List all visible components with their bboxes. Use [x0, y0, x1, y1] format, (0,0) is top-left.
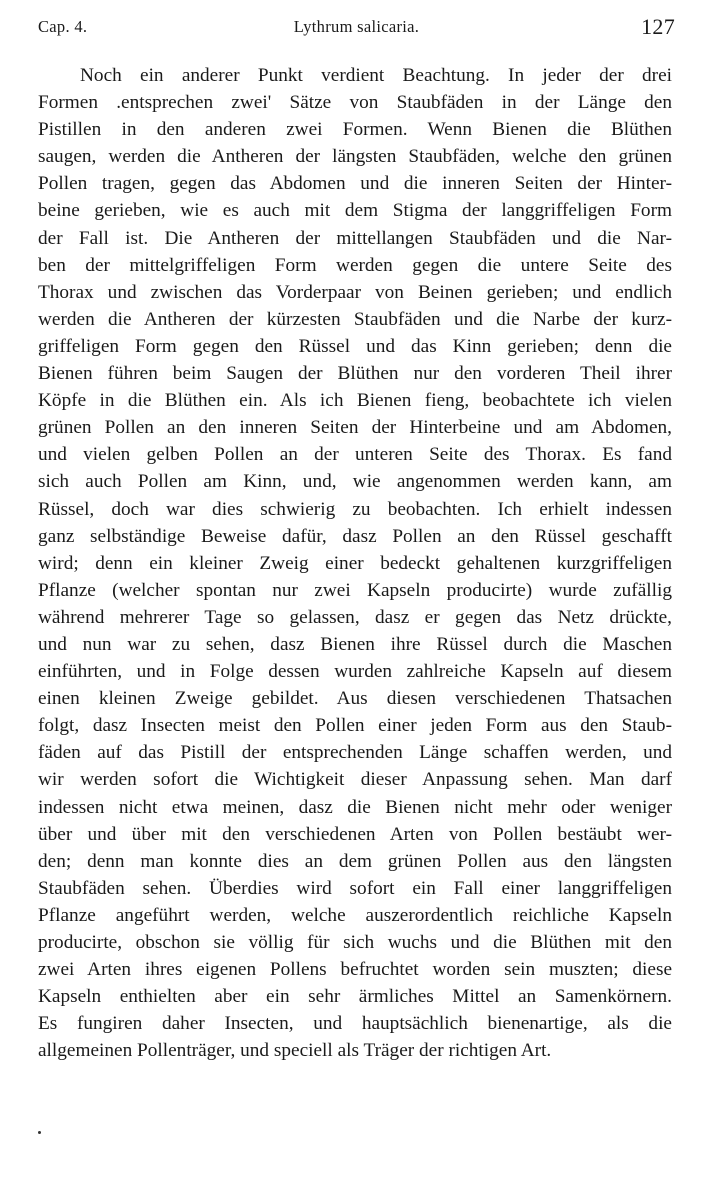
- text-line: Staubfäden sehen. Überdies wird sofort ein Fall einer langgriffeligen: [38, 877, 672, 899]
- text-line: producirte, obschon sie völlig für sich wuchs und die Blüthen mit den: [38, 932, 672, 953]
- text-line: wird; denn ein kleiner Zweig einer bedeckt gehaltenen kurzgriffeligen: [38, 552, 672, 574]
- text-line: Pollen tragen, gegen das Abdomen und die inneren Seiten der Hinter-: [38, 173, 672, 195]
- text-line: den; denn man konnte dies an dem grünen Pollen aus den längsten: [38, 850, 672, 872]
- text-line: Formen .entsprechen zwei' Sätze von Staubfäden in der Länge den: [38, 92, 672, 114]
- text-line: einen kleinen Zweige gebildet. Aus diesen verschiedenen Thatsachen: [38, 688, 672, 710]
- text-line: Thorax und zwischen das Vorderpaar von Beinen gerieben; und endlich: [38, 281, 672, 303]
- page-number: 127: [641, 14, 675, 39]
- text-line: wir werden sofort die Wichtigkeit dieser Anpassung sehen. Man darf: [38, 769, 672, 791]
- text-line: griffeligen Form gegen den Rüssel und das Kinn gerieben; denn die: [38, 335, 672, 357]
- text-line: allgemeinen Pollenträger, und speciell als Träger der richtigen Art.: [38, 1040, 552, 1062]
- text-line: Köpfe in die Blüthen ein. Als ich Bienen fieng, beobachtete ich vielen: [38, 390, 672, 412]
- text-line: sich auch Pollen am Kinn, und, wie angenommen werden kann, am: [38, 471, 672, 493]
- text-line: und vielen gelben Pollen an der unteren Seite des Thorax. Es fand: [38, 444, 672, 466]
- text-line: Pflanze (welcher spontan nur zwei Kapseln producirte) wurde zufällig: [38, 579, 672, 601]
- text-line: grünen Pollen an den inneren Seiten der Hinterbeine und am Abdomen,: [38, 417, 672, 439]
- text-line: ben der mittelgriffeligen Form werden gegen die untere Seite des: [38, 254, 672, 276]
- text-line: saugen, werden die Antheren der längsten Staubfäden, welche den grünen: [38, 146, 672, 168]
- text-line: und nun war zu sehen, dasz Bienen ihre Rüssel durch die Maschen: [38, 633, 672, 655]
- running-header: [38, 14, 675, 44]
- body-paragraph: [38, 62, 672, 1064]
- text-line: beine gerieben, wie es auch mit dem Stigma der langgriffeligen Form: [38, 200, 672, 222]
- text-line: Pflanze angeführt werden, welche auszerordentlich reichliche Kapseln: [38, 904, 672, 926]
- running-title: Lythrum salicaria.: [293, 17, 420, 36]
- text-line: einführten, und in Folge dessen wurden zahlreiche Kapseln auf diesem: [38, 661, 672, 683]
- ink-speck: [38, 1131, 41, 1134]
- text-line: werden die Antheren der kürzesten Staubfäden und die Narbe der kurz-: [38, 308, 672, 330]
- text-line: während mehrerer Tage so gelassen, dasz er gegen das Netz drückte,: [38, 606, 672, 628]
- text-line: fäden auf das Pistill der entsprechenden Länge schaffen werden, und: [38, 742, 672, 764]
- text-line: der Fall ist. Die Antheren der mittellangen Staubfäden und die Nar-: [38, 227, 672, 249]
- text-line: Pistillen in den anderen zwei Formen. Wenn Bienen die Blüthen: [38, 119, 672, 141]
- text-line: Kapseln enthielten aber ein sehr ärmliches Mittel an Samenkörnern.: [38, 986, 672, 1008]
- chapter-label: Cap. 4.: [38, 17, 88, 36]
- text-line: indessen nicht etwa meinen, dasz die Bienen nicht mehr oder weniger: [38, 796, 672, 818]
- text-line: Bienen führen beim Saugen der Blüthen nur den vorderen Theil ihrer: [38, 363, 672, 385]
- text-line: Noch ein anderer Punkt verdient Beachtung. In jeder der drei: [80, 65, 672, 86]
- text-line: Es fungiren daher Insecten, und hauptsächlich bienenartige, als die: [38, 1013, 672, 1035]
- text-line: über und über mit den verschiedenen Arten von Pollen bestäubt wer-: [38, 823, 672, 845]
- text-line: folgt, dasz Insecten meist den Pollen einer jeden Form aus den Staub-: [38, 715, 672, 737]
- text-line: Rüssel, doch war dies schwierig zu beobachten. Ich erhielt indessen: [38, 498, 672, 520]
- text-line: zwei Arten ihres eigenen Pollens befruchtet worden sein muszten; diese: [38, 959, 672, 981]
- text-line: ganz selbständige Beweise dafür, dasz Pollen an den Rüssel geschafft: [38, 525, 672, 547]
